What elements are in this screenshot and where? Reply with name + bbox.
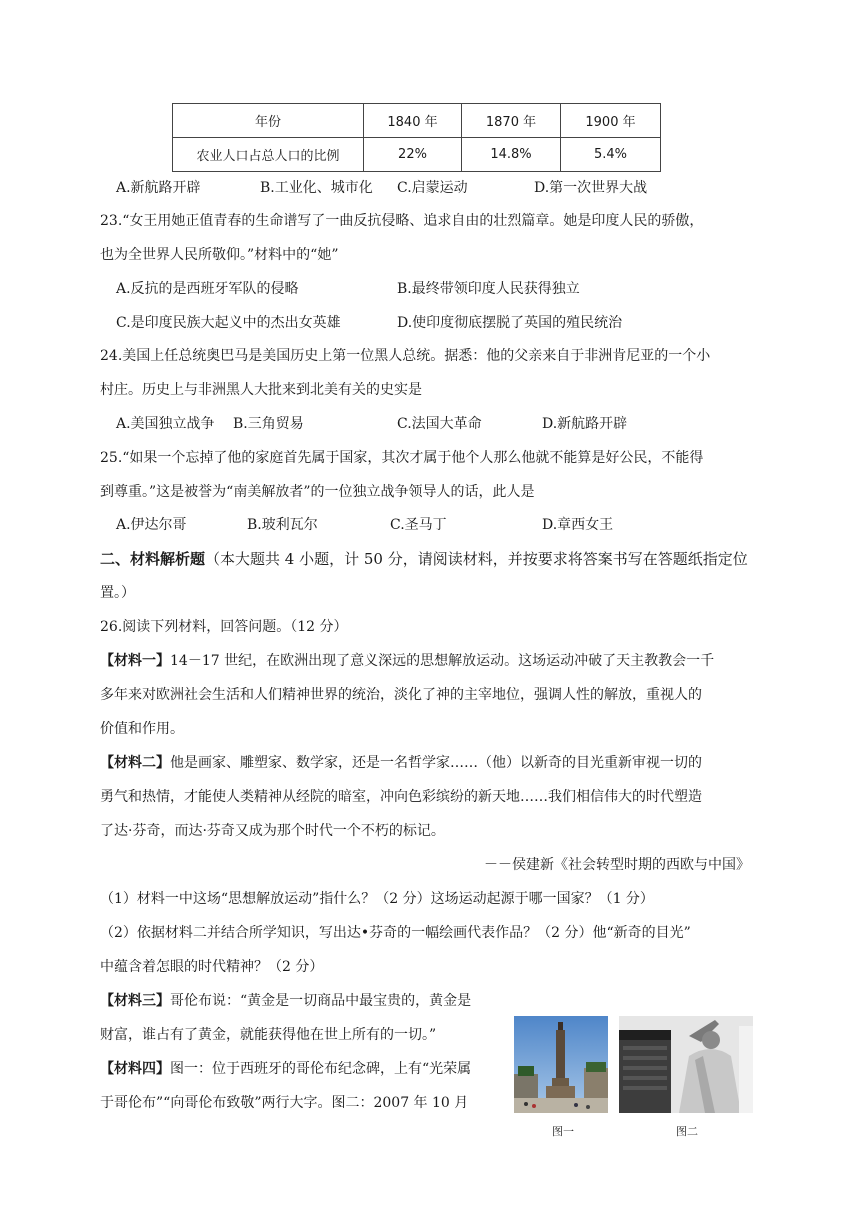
material2-line2: 勇气和热情，才能使人类精神从经院的暗室，冲向色彩缤纷的新天地……我们相信伟大的时代塑造 xyxy=(100,789,702,805)
material2-line3: 了达·芬奇，而达·芬奇又成为那个时代一个不朽的标记。 xyxy=(100,823,445,839)
q26-sub2-line1: （2）依据材料二并结合所学知识，写出达•芬奇的一幅绘画代表作品？（2 分）他“新奇的目光” xyxy=(100,925,691,941)
figure2-photo xyxy=(619,1016,753,1113)
section2-desc2: 置。） xyxy=(100,585,135,601)
table-row xyxy=(173,138,661,172)
material3-label: 【材料三】 xyxy=(100,993,170,1009)
q25-option-b: B.玻利瓦尔 xyxy=(247,517,318,533)
material1-line2: 多年来对欧洲社会生活和人们精神世界的统治，淡化了神的主宰地位，强调人性的解放，重视人的 xyxy=(100,687,702,703)
table-header-cell: 1840 年 xyxy=(364,104,462,138)
material4-line2: 于哥伦布”“向哥伦布致敬”两行大字。图二：2007 年 10 月 xyxy=(100,1095,469,1111)
table-cell: 22% xyxy=(364,138,462,172)
statue-image xyxy=(619,1016,753,1113)
material2-line1 xyxy=(100,753,702,773)
table-cell: 14.8% xyxy=(462,138,561,172)
material2-source: －－侯建新《社会转型时期的西欧与中国》 xyxy=(484,857,750,873)
table-row xyxy=(173,104,661,138)
material1-line1 xyxy=(100,651,714,671)
q26-intro: 26.阅读下列材料，回答问题。（12 分） xyxy=(100,619,348,635)
q26-sub2-line2: 中蕴含着怎眼的时代精神？（2 分） xyxy=(100,959,324,975)
q26-sub1: （1）材料一中这场“思想解放运动”指什么？（2 分）这场运动起源于哪一国家？（1 分） xyxy=(100,891,654,907)
q22-option-b: B.工业化、城市化 xyxy=(260,180,373,196)
material3-line1 xyxy=(100,991,471,1011)
section2-heading xyxy=(100,549,748,569)
section2-desc: （本大题共 4 小题，计 50 分，请阅读材料，并按要求将答案书写在答题纸指定位 xyxy=(205,550,748,568)
section2-title: 二、材料解析题 xyxy=(100,550,206,568)
table-cell: 5.4% xyxy=(561,138,661,172)
q25-option-c: C.圣马丁 xyxy=(390,517,447,533)
q22-option-d: D.第一次世界大战 xyxy=(534,180,648,196)
q23-option-d: D.使印度彻底摆脱了英国的殖民统治 xyxy=(397,315,623,331)
material4-text: 图一：位于西班牙的哥伦布纪念碑，上有“光荣属 xyxy=(170,1061,472,1077)
q23-stem-line1: 23.“女王用她正值青春的生命谱写了一曲反抗侵略、追求自由的壮烈篇章。她是印度人民的骄傲， xyxy=(100,213,704,229)
table-header-cell: 1870 年 xyxy=(462,104,561,138)
material1-text: 14－17 世纪，在欧洲出现了意义深远的思想解放运动。这场运动冲破了天主教教会一千 xyxy=(170,653,715,669)
material2-text: 他是画家、雕塑家、数学家，还是一名哲学家……（他）以新奇的目光重新审视一切的 xyxy=(170,755,702,771)
q25-option-d: D.章西女王 xyxy=(542,517,614,533)
q23-option-b: B.最终带领印度人民获得独立 xyxy=(397,281,580,297)
figure1-photo xyxy=(514,1016,608,1113)
figure2-caption: 图二 xyxy=(676,1125,698,1138)
q24-option-d: D.新航路开辟 xyxy=(542,416,628,432)
q24-option-c: C.法国大革命 xyxy=(397,416,482,432)
q25-stem-line1: 25.“如果一个忘掉了他的家庭首先属于国家，其次才属于他个人那么他就不能算是好公民，不能得 xyxy=(100,450,704,466)
q24-stem-line2: 村庄。历史上与非洲黑人大批来到北美有关的史实是 xyxy=(100,382,422,398)
material1-label: 【材料一】 xyxy=(100,653,170,669)
q25-stem-line2: 到尊重。”这是被誉为“南美解放者”的一位独立战争领导人的话，此人是 xyxy=(100,484,535,500)
material2-label: 【材料二】 xyxy=(100,755,170,771)
material4-line1 xyxy=(100,1059,471,1079)
population-table xyxy=(172,103,661,172)
columbus-monument-image xyxy=(514,1016,608,1113)
q23-stem-line2: 也为全世界人民所敬仰。”材料中的“她” xyxy=(100,247,339,263)
material3-line2: 财富，谁占有了黄金，就能获得他在世上所有的一切。” xyxy=(100,1027,437,1043)
material1-line3: 价值和作用。 xyxy=(100,721,184,737)
figure1-caption: 图一 xyxy=(552,1125,574,1138)
material3-text: 哥伦布说：“黄金是一切商品中最宝贵的，黄金是 xyxy=(170,993,472,1009)
table-cell: 农业人口占总人口的比例 xyxy=(173,138,364,172)
q24-option-b: B.三角贸易 xyxy=(233,416,304,432)
q25-option-a: A.伊达尔哥 xyxy=(116,517,187,533)
table-header-cell: 年份 xyxy=(173,104,364,138)
q23-option-c: C.是印度民族大起义中的杰出女英雄 xyxy=(116,315,341,331)
q24-option-a: A.美国独立战争 xyxy=(116,416,215,432)
q22-option-c: C.启蒙运动 xyxy=(397,180,468,196)
table-header-cell: 1900 年 xyxy=(561,104,661,138)
q22-option-a: A.新航路开辟 xyxy=(116,180,201,196)
q23-option-a: A.反抗的是西班牙军队的侵略 xyxy=(116,281,299,297)
q24-stem-line1: 24.美国上任总统奥巴马是美国历史上第一位黑人总统。据悉：他的父亲来自于非洲肯尼亚的一个小 xyxy=(100,348,711,364)
material4-label: 【材料四】 xyxy=(100,1061,170,1077)
